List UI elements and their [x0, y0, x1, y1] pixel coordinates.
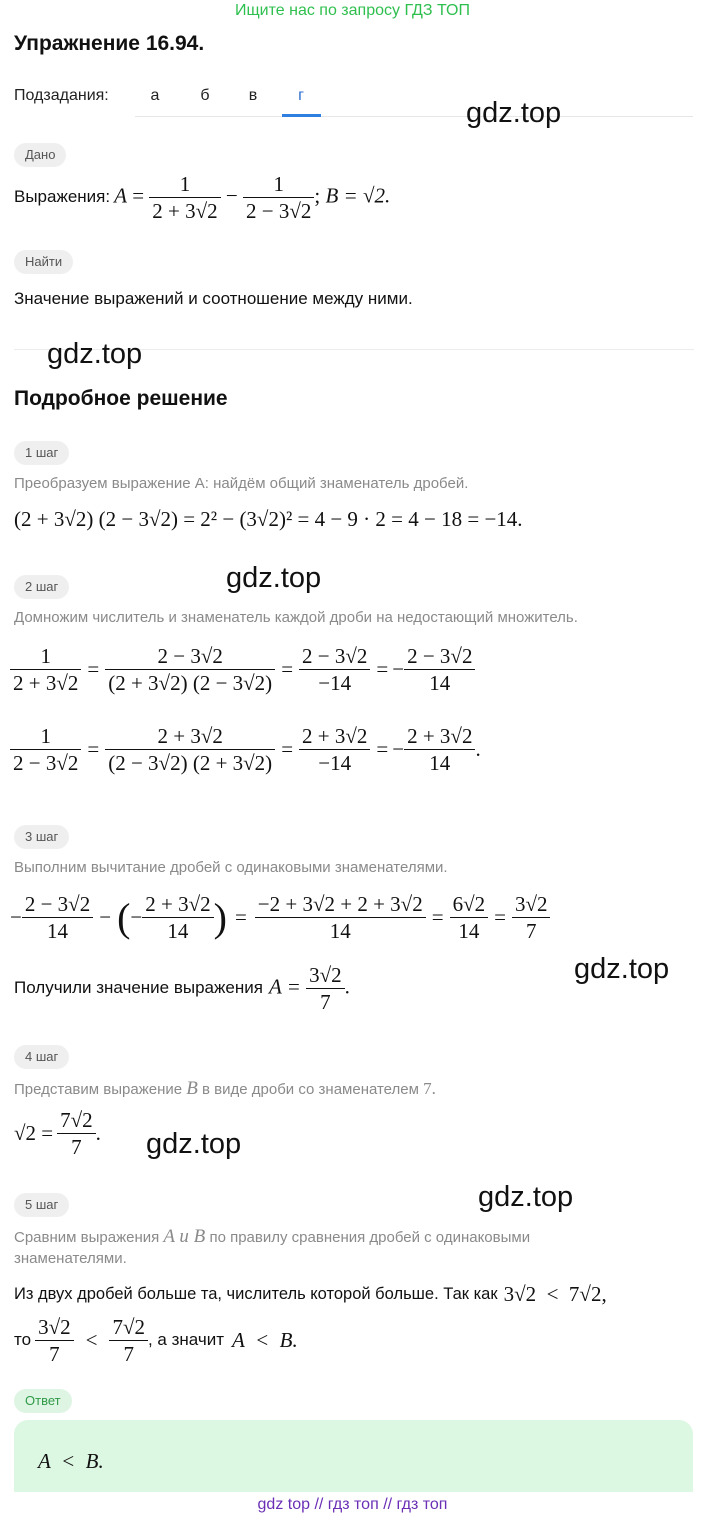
given-math: A = $\frac{1}{2 + 3√2}$ − $\frac{1}{2 - 3√2}$ ; B = √2. [114, 171, 391, 223]
step-2-row-2: $\frac{1}{2 - 3√2}$ = $\frac{2 + 3√2}{(2 - 3√2) (2 + 3√2)}$ = $\frac{2 + 3√2}{-14}$ = − $\frac{2 + 3√2}{14}$ . [10, 715, 481, 783]
step-5-desc-line-1: Сравним выражения A и B по правилу сравнения дробей с одинаковыми [14, 1226, 531, 1247]
step-3-result: Получили значение выражения A = $\frac{3√2}{7}$ . [14, 962, 350, 1014]
watermark: gdz.top [47, 338, 143, 370]
tab-v[interactable]: в [248, 87, 258, 104]
step-5-text-2: то $\frac{3√2}{7}$ < $\frac{7√2}{7}$ , а значит A < B. [14, 1314, 298, 1366]
given-chip: Дано [14, 143, 66, 167]
step-2-chip: 2 шаг [14, 575, 69, 599]
watermark: gdz.top [226, 562, 322, 594]
step-3-equation: − $\frac{2 - 3√2}{14}$ − ( − $\frac{2 + 3√2}{14}$ ) = $\frac{-2 + 3√2 + 2 + 3√2}{14}$ = $\frac{6√2}{14}$ = $\frac{3√2}{7}$ [10, 883, 550, 951]
step-1-chip: 1 шаг [14, 441, 69, 465]
answer-chip: Ответ [14, 1389, 72, 1413]
find-text: Значение выражений и соотношение между ними. [14, 289, 413, 308]
find-chip: Найти [14, 250, 73, 274]
tab-a[interactable]: а [150, 87, 160, 104]
step-5-chip: 5 шаг [14, 1193, 69, 1217]
step-3-chip: 3 шаг [14, 825, 69, 849]
step-5-desc-line-2: знаменателями. [14, 1250, 127, 1267]
watermark: gdz.top [574, 953, 670, 985]
given-frac-2: $\frac{1}{2 - 3√2}$ [243, 171, 314, 224]
active-tab-indicator [282, 114, 321, 117]
watermark: gdz.top [478, 1181, 574, 1213]
step-2-desc: Домножим числитель и знаменатель каждой дроби на недостающий множитель. [14, 609, 578, 626]
watermark: gdz.top [146, 1128, 242, 1160]
watermark: gdz.top [466, 97, 562, 129]
step-4-equation: √2 = $\frac{7√2}{7}$ . [14, 1107, 101, 1159]
answer-box [14, 1420, 693, 1492]
tab-g[interactable]: г [298, 87, 304, 104]
step-4-desc: Представим выражение B в виде дроби со знаменателем 7. [14, 1078, 436, 1099]
exercise-title: Упражнение 16.94. [14, 32, 205, 55]
tab-b[interactable]: б [200, 87, 210, 104]
given-expression [14, 170, 390, 224]
tabs-divider [135, 116, 693, 117]
answer-value: A < B. [38, 1449, 104, 1473]
top-banner[interactable]: Ищите нас по запросу ГДЗ ТОП [235, 2, 470, 19]
step-1-equation: (2 + 3√2) (2 − 3√2) = 2² − (3√2)² = 4 − 9 · 2 = 4 − 18 = −14. [14, 507, 523, 531]
subtasks-label: Подзадания: [14, 87, 109, 104]
given-frac-1: $\frac{1}{2 + 3√2}$ [149, 171, 220, 224]
step-1-desc: Преобразуем выражение A: найдём общий знаменатель дробей. [14, 475, 469, 492]
step-2-row-1: $\frac{1}{2 + 3√2}$ = $\frac{2 - 3√2}{(2 + 3√2) (2 - 3√2)}$ = $\frac{2 - 3√2}{-14}$ = − $\frac{2 - 3√2}{14}$ [10, 635, 475, 703]
given-lead: Выражения: [14, 187, 111, 206]
step-3-desc: Выполним вычитание дробей с одинаковыми знаменателями. [14, 859, 448, 876]
step-5-text-1: Из двух дробей больше та, числитель которой больше. Так как 3√2 < 7√2, [14, 1282, 607, 1306]
footer-links[interactable]: gdz top // гдз топ // гдз топ [257, 1496, 448, 1513]
step-4-chip: 4 шаг [14, 1045, 69, 1069]
solution-heading: Подробное решение [14, 387, 228, 410]
